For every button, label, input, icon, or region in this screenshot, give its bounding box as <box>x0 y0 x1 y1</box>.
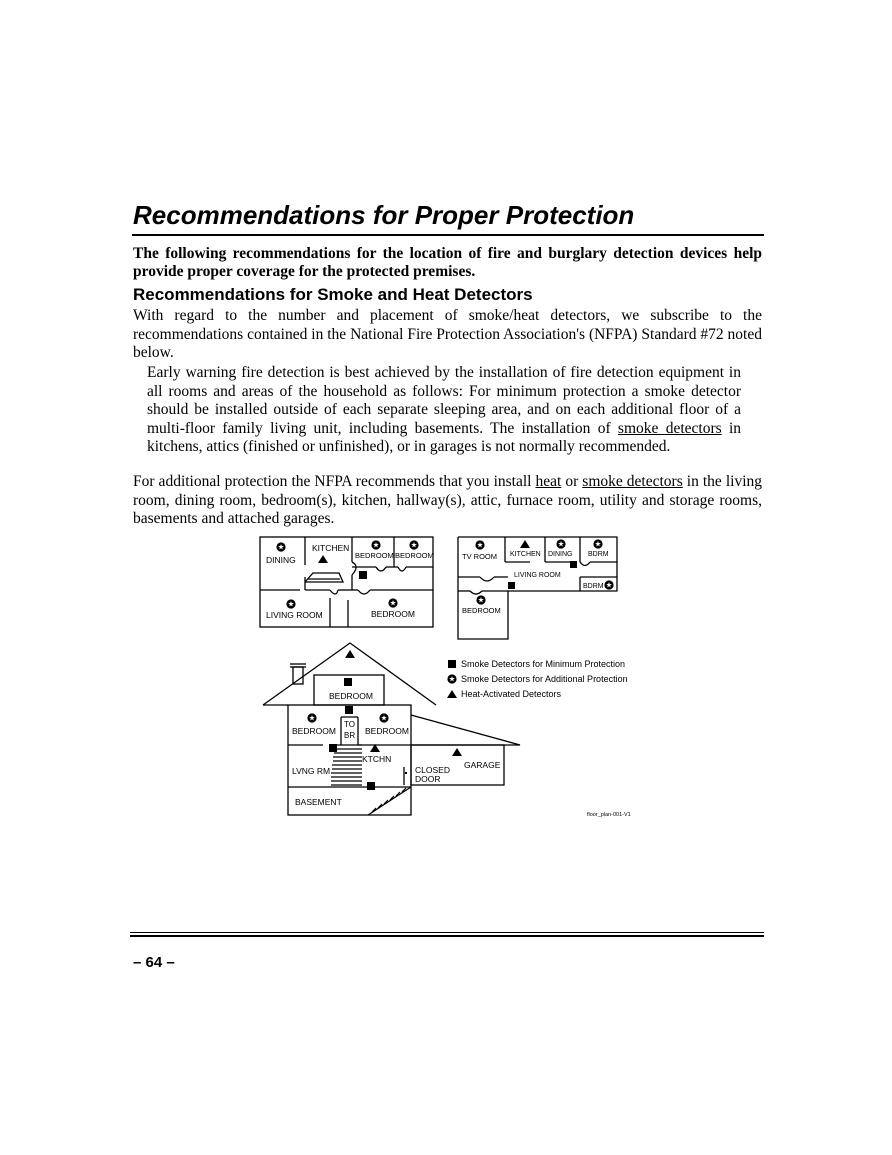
house-bedroom-right: BEDROOM <box>365 726 409 736</box>
plan2-living-room: LIVING ROOM <box>514 572 561 579</box>
footer-rule-thin <box>130 932 764 933</box>
legend-square-icon <box>448 660 456 668</box>
legend-heat: Heat-Activated Detectors <box>461 689 562 699</box>
plan2-kitchen: KITCHEN <box>510 551 541 558</box>
house-bedroom-left: BEDROOM <box>292 726 336 736</box>
plan1-dining: DINING <box>266 555 296 565</box>
legend <box>447 659 628 699</box>
plan1-bedroom-a: BEDROOM <box>355 551 394 560</box>
intro-paragraph: The following recommendations for the location of fire and burglary detection devices help provide proper coverage for the protected premises. <box>133 245 762 280</box>
plan-two-labels <box>462 551 609 615</box>
quote-paragraph <box>147 364 741 457</box>
house-attic-bedroom: BEDROOM <box>329 691 373 701</box>
para3-text-3: in the living room, dining room, bedroom(s), kitchen, hallway(s), attic, furnace room, utility and storage rooms, basements and attached garages. <box>133 473 762 527</box>
house-to-label: TO <box>344 720 355 729</box>
house-labels <box>292 691 501 807</box>
legend-triangle-icon <box>447 690 457 698</box>
footer-rule-thick <box>130 935 764 937</box>
smoke-detectors-link-2[interactable]: smoke detectors <box>582 473 683 490</box>
legend-additional: Smoke Detectors for Additional Protection <box>461 674 628 684</box>
house-living-room: LVNG RM <box>292 766 331 776</box>
page-title: Recommendations for Proper Protection <box>133 200 635 230</box>
house-kitchen: KTCHN <box>362 754 392 764</box>
page-number: – 64 – <box>133 954 175 971</box>
title-rule <box>132 234 764 236</box>
plan1-bedroom-b: BEDROOM <box>395 551 434 560</box>
plan2-bdrm-top: BDRM <box>588 551 609 558</box>
house-basement: BASEMENT <box>295 797 342 807</box>
plan2-dining: DINING <box>548 551 573 558</box>
plan2-tv-room: TV ROOM <box>462 552 497 561</box>
para3-text-1: For additional protection the NFPA recommends that you install <box>133 473 536 490</box>
plan1-living-room: LIVING ROOM <box>266 610 323 620</box>
para3-text-2: or <box>561 473 583 490</box>
heat-link[interactable]: heat <box>535 473 562 490</box>
paragraph-nfpa: With regard to the number and placement of smoke/heat detectors, we subscribe to the recommendations contained in the National Fire Protection Association's (NFPA) Standard #72 noted below. <box>133 307 762 361</box>
plan1-bedroom-c: BEDROOM <box>371 609 415 619</box>
additional-protection-paragraph <box>133 473 762 529</box>
smoke-detectors-link[interactable]: smoke detectors <box>617 419 722 437</box>
legend-minimum: Smoke Detectors for Minimum Protection <box>461 659 626 669</box>
plan1-kitchen: KITCHEN <box>312 543 350 553</box>
house-br-label: BR <box>344 731 356 740</box>
legend-star-icon <box>447 674 456 683</box>
house-door: DOOR <box>415 774 441 784</box>
quote-text-2: in kitchens, attics (finished or unfinished), or in garages is not normally recommended. <box>147 419 741 455</box>
plan2-bdrm-right: BDRM <box>583 583 604 590</box>
plan2-bedroom: BEDROOM <box>462 606 501 615</box>
house-closed: CLOSED <box>415 765 450 775</box>
house-garage: GARAGE <box>464 760 501 770</box>
section-heading: Recommendations for Smoke and Heat Detectors <box>133 285 533 304</box>
figure-ref: floor_plan-001-V1 <box>587 812 631 818</box>
quote-text-1: Early warning fire detection is best achieved by the installation of fire detection equipment in all rooms and areas of the household as follows: For minimum protection a smoke detector should be installed outside of each separate sleeping area, and on each additional floor of a multi-floor family living unit, including basements. The installation of <box>147 364 741 437</box>
floor-plan-figure <box>250 530 650 830</box>
